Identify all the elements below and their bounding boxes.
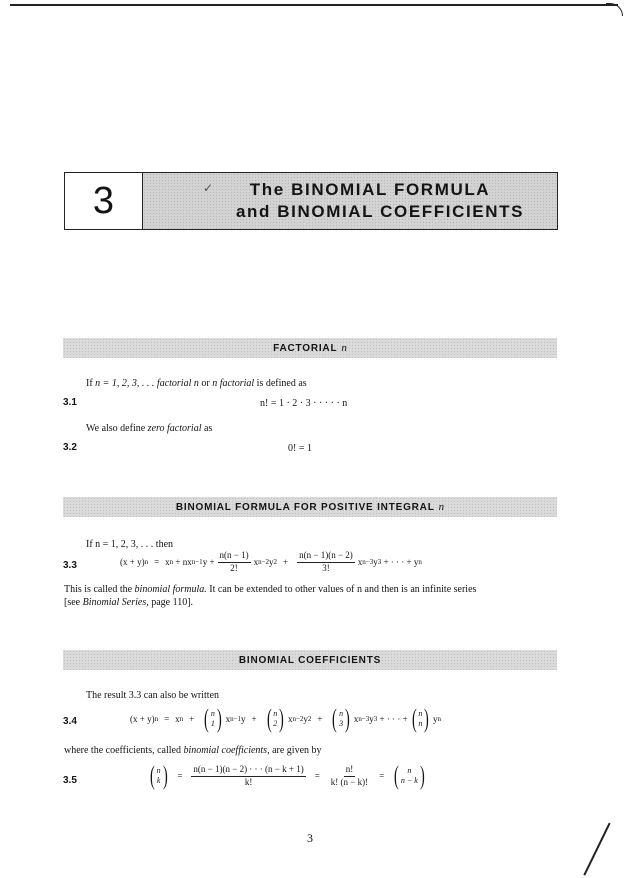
equation-3-2: 0! = 1	[288, 443, 312, 454]
page-number: 3	[307, 831, 313, 845]
coefficients-intro: The result 3.3 can also be written	[86, 690, 220, 701]
chapter-header	[64, 172, 558, 230]
section-bar-factorial	[63, 338, 557, 358]
top-rule	[10, 4, 618, 6]
eq-label-3-2: 3.2	[63, 442, 77, 453]
section-title: BINOMIAL COEFFICIENTS	[238, 654, 382, 666]
section-variable: n	[438, 501, 445, 513]
chapter-number: 3	[65, 173, 143, 229]
section-title: FACTORIAL	[273, 342, 338, 354]
pencil-check-icon: ✓	[203, 181, 214, 195]
binomial-n-n: ( n n )	[411, 704, 430, 733]
eq-label-3-5: 3.5	[63, 775, 77, 786]
section-bar-binomial-coefficients	[63, 650, 557, 670]
equation-3-1: n! = 1 · 2 · 3 · · · · · n	[260, 398, 348, 409]
binomial-note-line2: [see Binomial Series, page 110].	[64, 597, 194, 608]
binomial-n-k: ( n k )	[149, 761, 168, 790]
fraction-3-factorial: $\frac{n(n - 1)(n - 2)}{3!}$	[299, 550, 353, 573]
zero-factorial-intro: We also define zero factorial as	[86, 423, 213, 434]
section-title: BINOMIAL FORMULA FOR POSITIVE INTEGRAL	[175, 501, 435, 513]
equation-3-5: ( n k ) = $\frac{n(n - 1)(n - 2) \cdot \cdot \cdot (n - k + 1)}{k!}$ = $\frac{n!}{k! (n - k)!}$ = ( n n − k )	[149, 761, 425, 790]
binomial-intro: If n = 1, 2, 3, . . . then	[86, 539, 174, 550]
eq-label-3-3: 3.3	[63, 560, 77, 571]
eq-label-3-4: 3.4	[63, 716, 77, 727]
binomial-n-n-minus-k: ( n n − k )	[394, 761, 425, 790]
factorial-intro: If n = 1, 2, 3, . . . factorial n or n factorial is defined as	[86, 378, 307, 389]
equation-3-4: (x + y) n = x n + ( n 1 ) x n−1 y + ( n 2 ) x n−2 y 2 + ( n 3 ) x n−3 y 3 + · · · + ( n n ) y n	[130, 704, 442, 733]
coefficients-definition: where the coefficients, called binomial coefficients, are given by	[64, 745, 322, 756]
top-rule-curl	[606, 3, 623, 16]
chapter-title-line1: The BINOMIAL FORMULA	[249, 179, 491, 199]
binomial-n-2: ( n 2 )	[266, 704, 285, 733]
pencil-mark	[583, 823, 610, 876]
eq-label-3-1: 3.1	[63, 397, 77, 408]
binomial-n-1: ( n 1 )	[204, 704, 222, 733]
fraction-factorials: $\frac{n!}{k! (n - k)!}$	[330, 763, 369, 787]
fraction-falling-product: $\frac{n(n - 1)(n - 2) \cdot \cdot \cdot (n - k + 1)}{k!}$	[193, 763, 304, 787]
binomial-n-3: ( n 3 )	[332, 704, 350, 733]
fraction-2-factorial: $\frac{n(n - 1)}{2!}$	[219, 550, 249, 573]
chapter-title-line2: and BINOMIAL COEFFICIENTS	[235, 202, 525, 221]
binomial-note-line1: This is called the binomial formula. It can be extended to other values of n and then is an infinite series	[64, 584, 477, 595]
section-variable: n	[341, 342, 347, 354]
equation-3-3: (x + y) n = x n + nx n−1 y + $\frac{n(n - 1)}{2!}$ x n−2 y 2 + $\frac{n(n - 1)(n - 2)}{3!}$ x n−3 y 3 + · · · + y n	[120, 550, 422, 573]
section-bar-binomial-formula	[63, 497, 557, 517]
